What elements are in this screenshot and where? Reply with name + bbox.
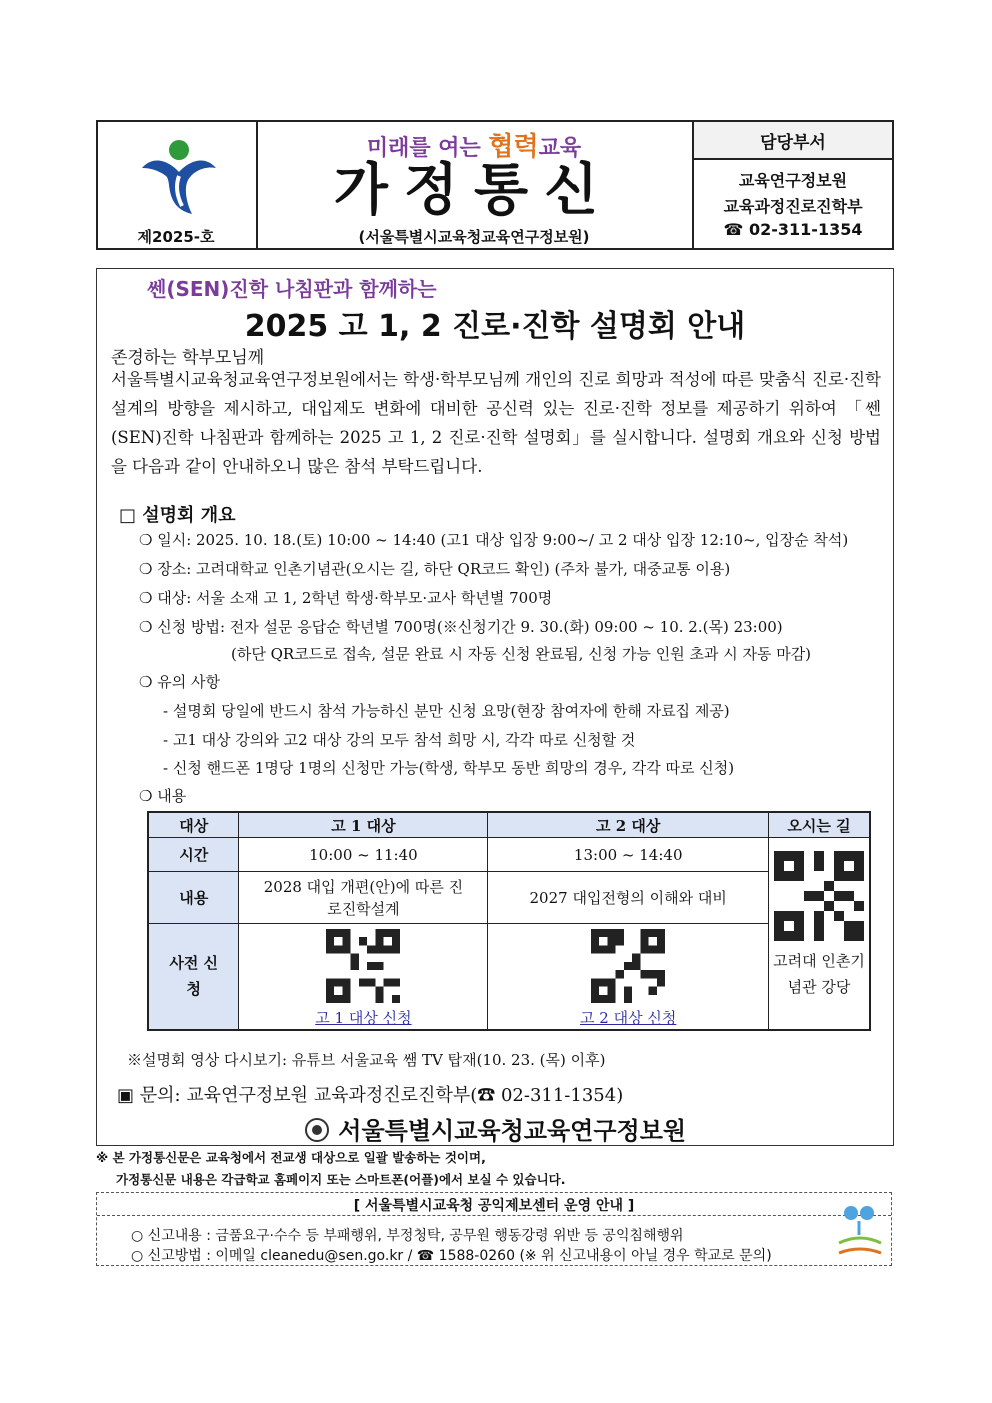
header-grade1: 고 1 대상 [239,812,488,838]
contact-line: ▣ 문의: 교육연구정보원 교육과정진로진학부(☎ 02-311-1354) [117,1085,624,1106]
content-title: ❍ 내용 [139,787,187,805]
schedule-table [147,811,871,1031]
report-method-line: ○ 신고방법 : 이메일 cleanedu@sen.go.kr / ☎ 1588-0260 (※ 위 신고내용이 아닐 경우 학교로 문의) [131,1248,772,1264]
header-target: 대상 [148,812,239,838]
report-content-line: ○ 신고내용 : 금품요구·수수 등 부패행위, 부정청탁, 공무원 행동강령 위반 등 공익침해행위 [131,1228,684,1244]
dept-name: 교육연구정보원 [738,171,848,190]
row-label-apply: 사전 신청 [148,924,239,1030]
intro-paragraph: 서울특별시교육청교육연구정보원에서는 학생·학부모님께 개인의 진로 희망과 적성에 따른 맞춤식 진로·진학 설계의 방향을 제시하고, 대입제도 변화에 대비한 공신력 있는 진로·진학 정보를 제공하기 위하여 「쎈(SEN)진학 나침판과 함께하는 2025 고 1, 2 진로·진학 설명회」를 실시합니다. 설명회 개요와 신청 방법을 다음과 같이 안내하오니 많은 참석 부탁드립니다. [111,370,881,476]
location-label: 고려대 인촌기념관 강당 [773,952,865,996]
issue-number: 제2025-호 [137,228,215,246]
item-target: ❍ 대상: 서울 소재 고 1, 2학년 학생·학부모·교사 학년별 700명 [139,589,553,607]
dept-division: 교육과정진로진학부 [723,197,863,216]
header-dept-cell [694,122,892,248]
content-grade2: 2027 대입전형의 이해와 대비 [488,872,769,924]
table-row-time [148,838,870,872]
header-grade2: 고 2 대상 [488,812,769,838]
page-title: 가정통신 [333,158,615,223]
time-grade2: 13:00 ~ 14:40 [488,838,769,872]
greeting: 존경하는 학부모님께 [111,348,265,368]
directions-cell [769,838,871,1030]
caution-title: ❍ 유의 사항 [139,673,220,691]
caution-3: - 신청 핸드폰 1명당 1명의 신청만 가능(학생, 학부모 동반 희망의 경우, 각각 따로 신청) [163,759,735,777]
header-logo-cell [98,122,258,248]
header-box [96,120,894,250]
item-apply: ❍ 신청 방법: 전자 설문 응답순 학년별 700명(※신청기간 9. 30.(화) 09:00 ~ 10. 2.(목) 23:00) [139,618,783,636]
grade1-apply-link[interactable]: 고 1 대상 신청 [315,1008,412,1027]
report-center-box [96,1192,892,1266]
table-row-content [148,872,870,924]
apply-grade1-cell [239,924,488,1030]
item-date: ❍ 일시: 2025. 10. 18.(토) 10:00 ~ 14:40 (고1 대상 입장 9:00~/ 고 2 대상 입장 12:10~, 입장순 착석) [139,531,849,549]
table-row-apply [148,924,870,1030]
row-label-content: 내용 [148,872,239,924]
org-seal-icon [304,1117,330,1143]
apply-note: (하단 QR코드로 접속, 설문 완료 시 자동 신청 완료됨, 신청 가능 인원 초과 시 자동 마감) [231,645,812,663]
publisher: (서울특별시교육청교육연구정보원) [358,228,590,246]
header-title-cell [258,122,694,248]
clean-education-icon [833,1199,887,1261]
content-grade1: 2028 대입 개편(안)에 따른 진로진학설계 [239,872,488,924]
content-box [96,268,894,1146]
seoul-education-logo [136,132,222,222]
org-name: 서울특별시교육청교육연구정보원 [338,1117,687,1145]
apply-grade2-cell [488,924,769,1030]
caution-1: - 설명회 당일에 반드시 참석 가능하신 분만 신청 요망(현장 참여자에 한해 자료집 제공) [163,702,730,720]
slogan-part1: 미래를 여는 [366,136,489,161]
subtitle: 쎈(SEN)진학 나침판과 함께하는 [147,277,437,301]
org-signature [97,1111,893,1146]
notice-line-1: ※ 본 가정통신문은 교육청에서 전교생 대상으로 일괄 발송하는 것이며, [96,1150,486,1165]
grade2-apply-link[interactable]: 고 2 대상 신청 [580,1008,677,1027]
dept-label: 담당부서 [694,122,892,160]
grade1-qr-icon[interactable] [326,929,400,1003]
item-place: ❍ 장소: 고려대학교 인촌기념관(오시는 길, 하단 QR코드 확인) (주차 불가, 대중교통 이용) [139,560,731,578]
report-divider [97,1215,891,1216]
slogan-part3: 교육 [538,136,582,161]
report-title: [ 서울특별시교육청 공익제보센터 운영 안내 ] [353,1198,635,1214]
dept-phone: ☎ 02-311-1354 [723,220,863,239]
section-title: □ 설명회 개요 [119,505,236,526]
notice-line-2: 가정통신문 내용은 각급학교 홈페이지 또는 스마트폰(어플)에서 보실 수 있습니다. [116,1172,566,1187]
row-label-time: 시간 [148,838,239,872]
time-grade1: 10:00 ~ 11:40 [239,838,488,872]
directions-qr-icon[interactable] [774,848,864,944]
replay-note: ※설명회 영상 다시보기: 유튜브 서울교육 쌤 TV 탑재(10. 23. (목) 이후) [127,1051,606,1069]
caution-2: - 고1 대상 강의와 고2 대상 강의 모두 참석 희망 시, 각각 따로 신청할 것 [163,731,636,749]
notice-title: 2025 고 1, 2 진로·진학 설명회 안내 [244,309,746,344]
table-header-row [148,812,870,838]
header-directions: 오시는 길 [769,812,871,838]
grade2-qr-icon[interactable] [591,929,665,1003]
slogan-highlight: 협력 [488,132,539,162]
